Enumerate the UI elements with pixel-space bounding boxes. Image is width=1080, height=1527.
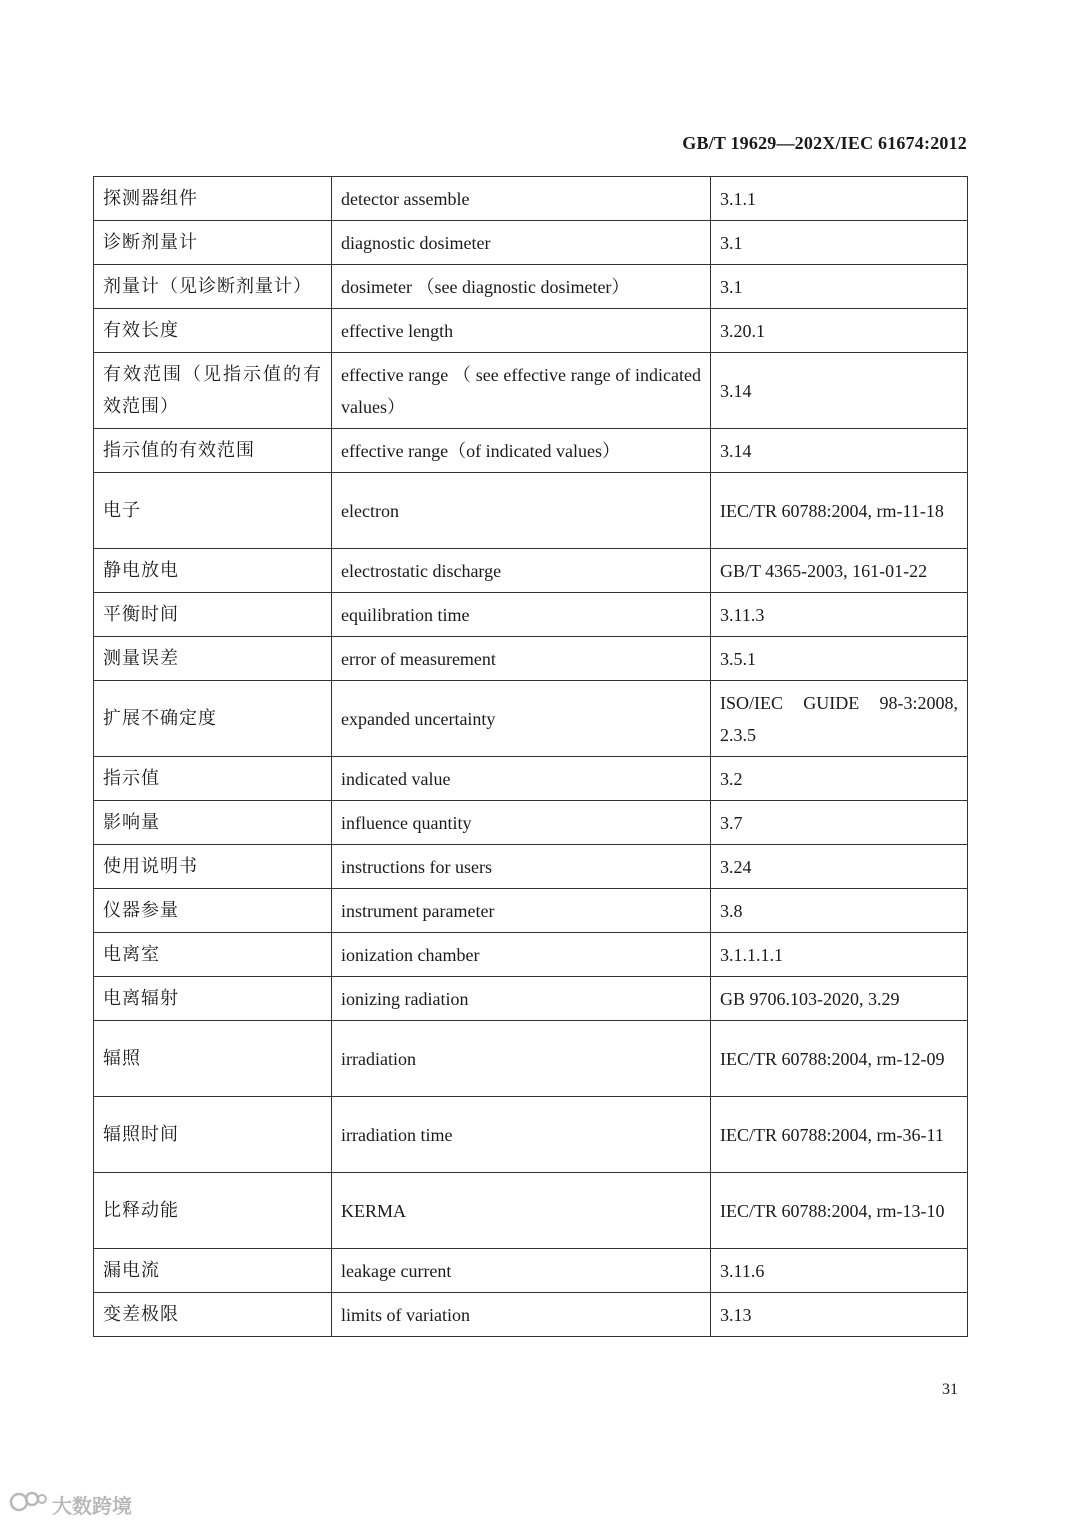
table-row [94,593,968,637]
english-term-cell: leakage current [332,1249,711,1293]
chinese-term-cell: 辐照时间 [94,1097,332,1173]
english-term-cell: instrument parameter [332,889,711,933]
reference-cell: GB 9706.103-2020, 3.29 [711,977,968,1021]
reference-cell: 3.1.1.1.1 [711,933,968,977]
english-term-cell: error of measurement [332,637,711,681]
table-row [94,1097,968,1173]
chinese-term-cell: 探测器组件 [94,177,332,221]
chinese-term-cell: 扩展不确定度 [94,681,332,757]
table-row [94,177,968,221]
reference-cell: 3.13 [711,1293,968,1337]
chinese-term-cell: 有效长度 [94,309,332,353]
english-term-cell: instructions for users [332,845,711,889]
table-row [94,681,968,757]
english-term-cell: detector assemble [332,177,711,221]
table-row [94,221,968,265]
english-term-cell: equilibration time [332,593,711,637]
reference-cell: 3.2 [711,757,968,801]
reference-cell: 3.8 [711,889,968,933]
chinese-term-cell: 辐照 [94,1021,332,1097]
chinese-term-cell: 指示值 [94,757,332,801]
table-row [94,1021,968,1097]
english-term-cell: effective range（of indicated values） [332,429,711,473]
chinese-term-cell: 仪器参量 [94,889,332,933]
english-term-cell: indicated value [332,757,711,801]
reference-cell: 3.7 [711,801,968,845]
document-code: GB/T 19629—202X/IEC 61674:2012 [682,133,967,153]
chinese-term-cell: 平衡时间 [94,593,332,637]
table-row [94,801,968,845]
reference-cell: 3.5.1 [711,637,968,681]
table-row [94,845,968,889]
reference-cell: 3.11.3 [711,593,968,637]
reference-cell: 3.11.6 [711,1249,968,1293]
chinese-term-cell: 有效范围（见指示值的有效范围） [94,353,332,429]
table-row [94,757,968,801]
reference-cell: 3.24 [711,845,968,889]
reference-cell: IEC/TR 60788:2004, rm-13-10 [711,1173,968,1249]
english-term-cell: effective length [332,309,711,353]
reference-cell: IEC/TR 60788:2004, rm-36-11 [711,1097,968,1173]
page-number: 31 [942,1381,958,1398]
english-term-cell: irradiation time [332,1097,711,1173]
table-row [94,1293,968,1337]
english-term-cell: ionizing radiation [332,977,711,1021]
terms-index-table [93,176,968,1337]
chinese-term-cell: 电离辐射 [94,977,332,1021]
table-body [94,177,968,1337]
reference-cell: 3.1 [711,221,968,265]
reference-cell: IEC/TR 60788:2004, rm-11-18 [711,473,968,549]
reference-cell: ISO/IEC GUIDE 98-3:2008, 2.3.5 [711,681,968,757]
reference-cell: IEC/TR 60788:2004, rm-12-09 [711,1021,968,1097]
table-row [94,353,968,429]
chat-bubble-icon [8,1490,48,1519]
table-row [94,309,968,353]
chinese-term-cell: 指示值的有效范围 [94,429,332,473]
table-row [94,473,968,549]
table-row [94,889,968,933]
reference-cell: 3.1 [711,265,968,309]
english-term-cell: limits of variation [332,1293,711,1337]
table-row [94,933,968,977]
english-term-cell: electron [332,473,711,549]
english-term-cell: irradiation [332,1021,711,1097]
table-row [94,429,968,473]
table-row [94,637,968,681]
english-term-cell: ionization chamber [332,933,711,977]
chinese-term-cell: 影响量 [94,801,332,845]
chinese-term-cell: 诊断剂量计 [94,221,332,265]
chinese-term-cell: 使用说明书 [94,845,332,889]
table-row [94,977,968,1021]
chinese-term-cell: 测量误差 [94,637,332,681]
english-term-cell: effective range （ see effective range of indicated values） [332,353,711,429]
reference-cell: GB/T 4365-2003, 161-01-22 [711,549,968,593]
chinese-term-cell: 漏电流 [94,1249,332,1293]
reference-cell: 3.1.1 [711,177,968,221]
table-row [94,265,968,309]
reference-cell: 3.20.1 [711,309,968,353]
watermark-text: 大数跨境 [52,1494,132,1518]
english-term-cell: dosimeter （see diagnostic dosimeter） [332,265,711,309]
chinese-term-cell: 电子 [94,473,332,549]
english-term-cell: diagnostic dosimeter [332,221,711,265]
chinese-term-cell: 静电放电 [94,549,332,593]
chinese-term-cell: 比释动能 [94,1173,332,1249]
reference-cell: 3.14 [711,429,968,473]
table-row [94,549,968,593]
table-row [94,1173,968,1249]
watermark [8,1490,132,1519]
chinese-term-cell: 变差极限 [94,1293,332,1337]
table-row [94,1249,968,1293]
english-term-cell: electrostatic discharge [332,549,711,593]
chinese-term-cell: 电离室 [94,933,332,977]
reference-cell: 3.14 [711,353,968,429]
english-term-cell: influence quantity [332,801,711,845]
chinese-term-cell: 剂量计（见诊断剂量计） [94,265,332,309]
english-term-cell: expanded uncertainty [332,681,711,757]
english-term-cell: KERMA [332,1173,711,1249]
